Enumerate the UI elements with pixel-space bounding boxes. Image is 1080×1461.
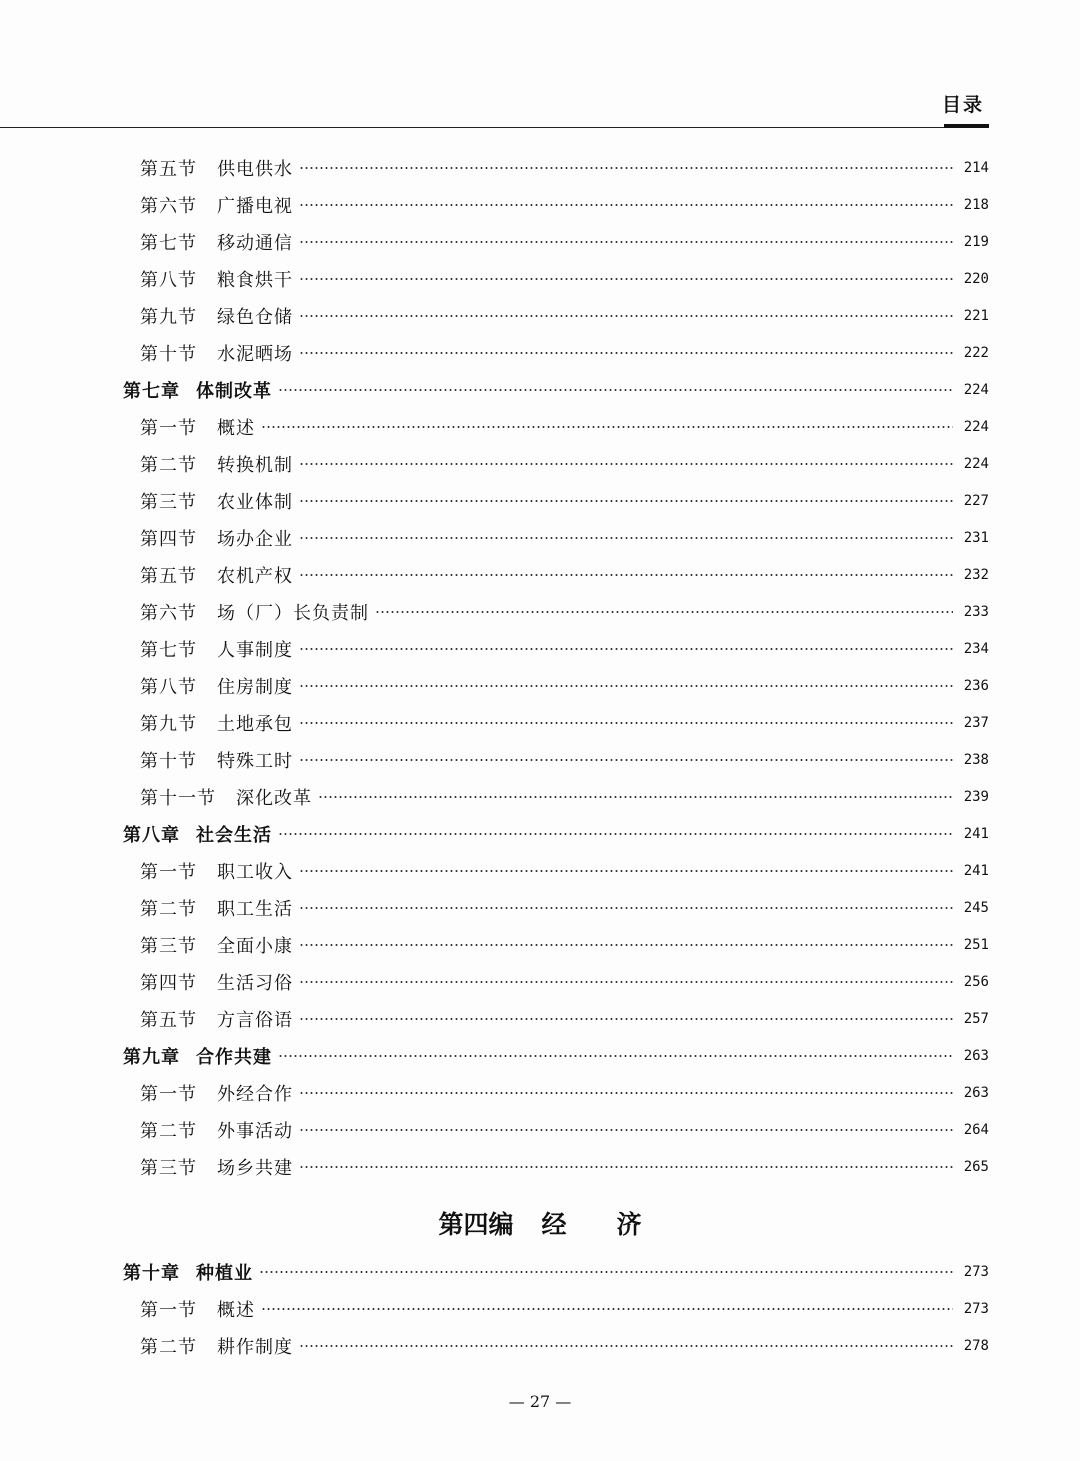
toc-entry-title: 概述 — [217, 1300, 255, 1321]
toc-entry-page: 231 — [963, 530, 989, 546]
toc-chapter-row — [0, 1254, 1080, 1290]
leader-dots — [299, 500, 953, 502]
toc-entry-page: 257 — [963, 1011, 989, 1027]
toc-entry-page: 234 — [963, 641, 989, 657]
leader-dots — [299, 1018, 953, 1020]
toc-entry-title: 方言俗语 — [217, 1010, 293, 1031]
toc-entry-title: 耕作制度 — [217, 1337, 293, 1358]
toc-section-row — [0, 446, 1080, 482]
toc-entry-number: 第一节 — [140, 418, 197, 439]
toc-entry-label — [0, 192, 293, 218]
toc-section-row — [0, 335, 1080, 371]
toc-entry-number: 第二节 — [140, 455, 197, 476]
toc-entry-number: 第十节 — [140, 344, 197, 365]
toc-entry-label — [0, 710, 293, 736]
leader-dots — [299, 352, 953, 354]
leader-dots — [299, 648, 953, 650]
toc-entry-number: 第九章 — [123, 1047, 180, 1068]
toc-entry-number: 第一节 — [140, 862, 197, 883]
toc-section-row — [0, 483, 1080, 519]
leader-dots — [299, 463, 953, 465]
toc-entry-label — [0, 821, 272, 847]
toc-entry-number: 第八章 — [123, 825, 180, 846]
toc-entry-number: 第十一节 — [140, 788, 216, 809]
toc-entry-page: 219 — [963, 234, 989, 250]
toc-entry-title: 绿色仓储 — [217, 307, 293, 328]
toc-entry-label — [0, 340, 293, 366]
toc-section-row — [0, 520, 1080, 556]
toc-chapter-row — [0, 1038, 1080, 1074]
toc-entry-label — [0, 1006, 293, 1032]
toc-entry-title: 外经合作 — [217, 1084, 293, 1105]
leader-dots — [261, 1308, 953, 1310]
toc-entry-label — [0, 1333, 293, 1359]
toc-entry-title: 场（厂）长负责制 — [217, 603, 369, 624]
toc-entry-label — [0, 1080, 293, 1106]
leader-dots — [299, 1092, 953, 1094]
toc-entry-number: 第一节 — [140, 1084, 197, 1105]
part-title-char-1: 经 — [541, 1210, 567, 1239]
toc-entry-title: 水泥晒场 — [217, 344, 293, 365]
toc-entry-label — [0, 155, 293, 181]
toc-entry-title: 社会生活 — [196, 825, 272, 846]
toc-section-row — [0, 150, 1080, 186]
toc-section-row — [0, 594, 1080, 630]
toc-section-row — [0, 742, 1080, 778]
toc-entry-page: 264 — [963, 1122, 989, 1138]
leader-dots — [299, 870, 953, 872]
header-rule-accent — [944, 124, 989, 128]
toc-entry-page: 227 — [963, 493, 989, 509]
toc-entry-label — [0, 266, 293, 292]
leader-dots — [278, 389, 953, 391]
toc-entry-number: 第三节 — [140, 936, 197, 957]
toc-section-row — [0, 224, 1080, 260]
toc-entry-label — [0, 895, 293, 921]
toc-entry-page: 241 — [963, 826, 989, 842]
toc-entry-page: 251 — [963, 937, 989, 953]
toc-entry-label — [0, 784, 312, 810]
header-rule — [0, 127, 989, 128]
toc-entry-page: 220 — [963, 271, 989, 287]
toc-entry-page: 263 — [963, 1048, 989, 1064]
toc-entry-label — [0, 1117, 293, 1143]
toc-entry-label — [0, 562, 293, 588]
toc-entry-title: 全面小康 — [217, 936, 293, 957]
leader-dots — [299, 278, 953, 280]
toc-entry-label — [0, 1259, 253, 1285]
toc-entry-page: 241 — [963, 863, 989, 879]
toc-entry-number: 第七节 — [140, 233, 197, 254]
toc-entry-number: 第一节 — [140, 1300, 197, 1321]
leader-dots — [259, 1271, 953, 1273]
toc-entry-number: 第八节 — [140, 270, 197, 291]
toc-entry-page: 273 — [963, 1301, 989, 1317]
toc-entry-title: 粮食烘干 — [217, 270, 293, 291]
toc-entry-title: 合作共建 — [196, 1047, 272, 1068]
toc-section-row — [0, 409, 1080, 445]
leader-dots — [299, 944, 953, 946]
toc-entry-number: 第五节 — [140, 159, 197, 180]
toc-section-row — [0, 1328, 1080, 1364]
toc-entry-page: 238 — [963, 752, 989, 768]
leader-dots — [299, 907, 953, 909]
toc-entry-title: 种植业 — [196, 1263, 253, 1284]
toc-section-row — [0, 1075, 1080, 1111]
toc-entry-number: 第五节 — [140, 566, 197, 587]
toc-section-row — [0, 187, 1080, 223]
toc-section-row — [0, 1001, 1080, 1037]
toc-entry-label — [0, 1043, 272, 1069]
toc-entry-page: 214 — [963, 160, 989, 176]
leader-dots — [318, 796, 953, 798]
toc-entry-page: 278 — [963, 1338, 989, 1354]
leader-dots — [299, 204, 953, 206]
toc-entry-number: 第八节 — [140, 677, 197, 698]
toc-entry-title: 场乡共建 — [217, 1158, 293, 1179]
toc-section-row — [0, 1112, 1080, 1148]
toc-entry-title: 外事活动 — [217, 1121, 293, 1142]
toc-section-row — [0, 927, 1080, 963]
part-heading — [0, 1205, 1080, 1241]
toc-entry-title: 供电供水 — [217, 159, 293, 180]
toc-entry-label — [0, 488, 293, 514]
toc-entry-number: 第六节 — [140, 196, 197, 217]
leader-dots — [375, 611, 953, 613]
toc-entry-page: 245 — [963, 900, 989, 916]
toc-entry-number: 第七章 — [123, 381, 180, 402]
toc-entry-number: 第十节 — [140, 751, 197, 772]
toc-entry-title: 场办企业 — [217, 529, 293, 550]
toc-entry-label — [0, 932, 293, 958]
toc-entry-title: 特殊工时 — [217, 751, 293, 772]
toc-section-row — [0, 705, 1080, 741]
toc-entry-page: 265 — [963, 1159, 989, 1175]
toc-section-row — [0, 298, 1080, 334]
toc-entry-page: 239 — [963, 789, 989, 805]
toc-entry-label — [0, 673, 293, 699]
leader-dots — [299, 574, 953, 576]
leader-dots — [278, 833, 953, 835]
toc-entry-page: 224 — [963, 419, 989, 435]
toc-entry-title: 移动通信 — [217, 233, 293, 254]
toc-section-row — [0, 1149, 1080, 1185]
toc-entry-title: 住房制度 — [217, 677, 293, 698]
toc-entry-title: 职工收入 — [217, 862, 293, 883]
page-number: — 27 — — [508, 1392, 572, 1411]
toc-entry-page: 233 — [963, 604, 989, 620]
toc-entry-number: 第三节 — [140, 492, 197, 513]
toc-entry-title: 深化改革 — [236, 788, 312, 809]
toc-entry-number: 第五节 — [140, 1010, 197, 1031]
toc-section-row — [0, 1291, 1080, 1327]
toc-section-row — [0, 557, 1080, 593]
toc-entry-number: 第七节 — [140, 640, 197, 661]
toc-entry-title: 体制改革 — [196, 381, 272, 402]
leader-dots — [299, 981, 953, 983]
toc-entry-label — [0, 377, 272, 403]
leader-dots — [299, 1345, 953, 1347]
toc-section-row — [0, 964, 1080, 1000]
toc-entry-title: 转换机制 — [217, 455, 293, 476]
toc-entry-title: 广播电视 — [217, 196, 293, 217]
toc-entry-number: 第二节 — [140, 1121, 197, 1142]
toc-entry-label — [0, 1296, 255, 1322]
toc-entry-title: 人事制度 — [217, 640, 293, 661]
toc-entry-label — [0, 229, 293, 255]
toc-entry-title: 土地承包 — [217, 714, 293, 735]
toc-entry-number: 第六节 — [140, 603, 197, 624]
toc-section-row — [0, 853, 1080, 889]
toc-section-row — [0, 261, 1080, 297]
toc-entry-page: 237 — [963, 715, 989, 731]
toc-entry-label — [0, 525, 293, 551]
toc-entry-page: 221 — [963, 308, 989, 324]
toc-entry-page: 232 — [963, 567, 989, 583]
leader-dots — [299, 685, 953, 687]
toc-entry-number: 第二节 — [140, 899, 197, 920]
toc-entry-title: 生活习俗 — [217, 973, 293, 994]
toc-entry-number: 第二节 — [140, 1337, 197, 1358]
leader-dots — [299, 759, 953, 761]
toc-chapter-row — [0, 816, 1080, 852]
toc-entry-page: 256 — [963, 974, 989, 990]
leader-dots — [299, 241, 953, 243]
toc-entry-page: 224 — [963, 456, 989, 472]
leader-dots — [299, 1129, 953, 1131]
toc-entry-label — [0, 969, 293, 995]
toc-entry-label — [0, 636, 293, 662]
toc-entry-number: 第十章 — [123, 1263, 180, 1284]
leader-dots — [299, 537, 953, 539]
toc-entry-label — [0, 858, 293, 884]
toc-entry-label — [0, 303, 293, 329]
toc-entry-number: 第九节 — [140, 714, 197, 735]
running-header-title: 目录 — [941, 94, 984, 116]
toc-entry-number: 第四节 — [140, 529, 197, 550]
toc-entry-title: 农机产权 — [217, 566, 293, 587]
toc-entry-number: 第三节 — [140, 1158, 197, 1179]
toc-entry-page: 224 — [963, 382, 989, 398]
toc-entry-page: 273 — [963, 1264, 989, 1280]
toc-entry-title: 概述 — [217, 418, 255, 439]
part-title-char-2: 济 — [616, 1210, 642, 1239]
leader-dots — [299, 1166, 953, 1168]
toc-section-row — [0, 668, 1080, 704]
part-number: 第四编 — [438, 1210, 514, 1239]
toc-entry-label — [0, 1154, 293, 1180]
toc-entry-label — [0, 747, 293, 773]
toc-section-row — [0, 631, 1080, 667]
toc-chapter-row — [0, 372, 1080, 408]
toc-entry-label — [0, 414, 255, 440]
toc-entry-label — [0, 599, 369, 625]
toc-entry-number: 第四节 — [140, 973, 197, 994]
leader-dots — [299, 167, 953, 169]
toc-entry-label — [0, 451, 293, 477]
toc-entry-page: 263 — [963, 1085, 989, 1101]
leader-dots — [299, 722, 953, 724]
toc-entry-number: 第九节 — [140, 307, 197, 328]
leader-dots — [278, 1055, 953, 1057]
toc-section-row — [0, 779, 1080, 815]
toc-entry-page: 222 — [963, 345, 989, 361]
leader-dots — [299, 315, 953, 317]
toc-entry-title: 农业体制 — [217, 492, 293, 513]
toc-entry-page: 236 — [963, 678, 989, 694]
leader-dots — [261, 426, 953, 428]
toc-entry-page: 218 — [963, 197, 989, 213]
toc-section-row — [0, 890, 1080, 926]
toc-entry-title: 职工生活 — [217, 899, 293, 920]
